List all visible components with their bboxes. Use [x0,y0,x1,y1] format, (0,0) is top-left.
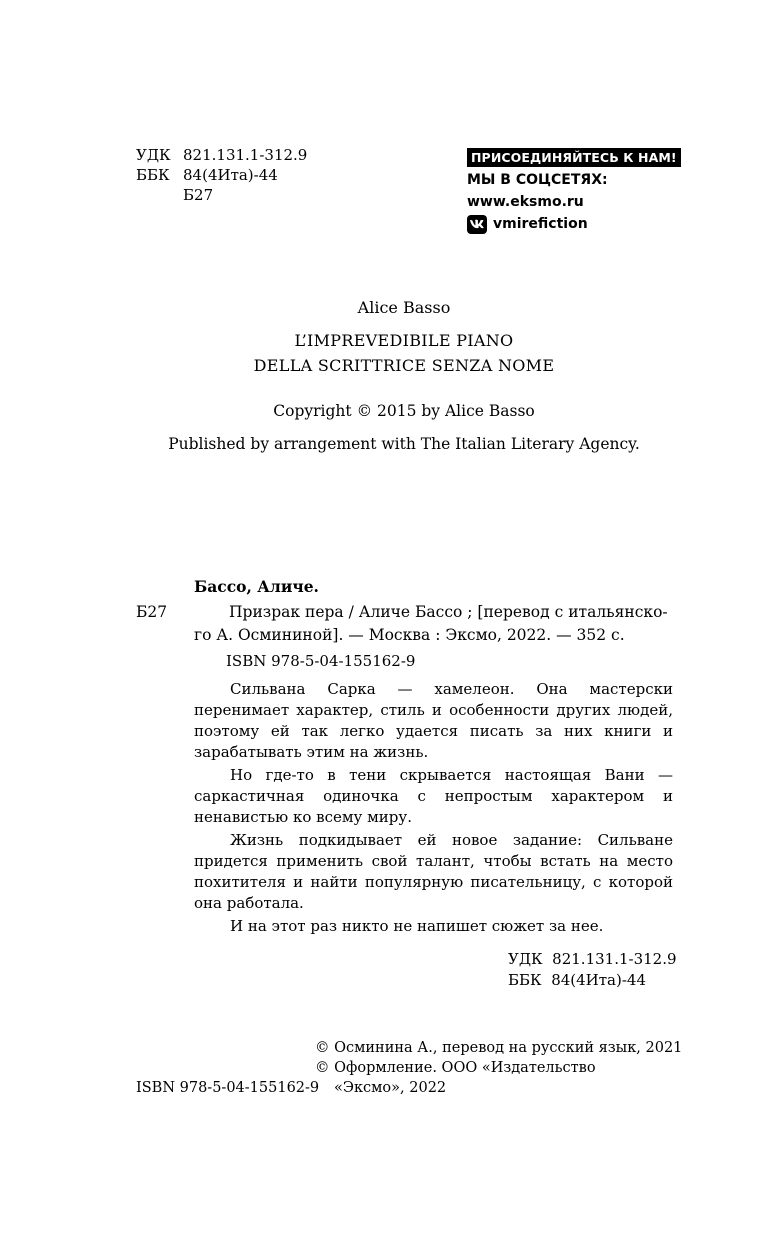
author-mark: Б27 [183,186,214,204]
copyright-line: Copyright © 2015 by Alice Basso [273,402,535,420]
join-banner: ПРИСОЕДИНЯЙТЕСЬ К НАМ! [467,148,681,167]
card-heading: Бассо, Аличе. [194,577,319,596]
socials-label: МЫ В СОЦСЕТЯХ: [467,172,608,188]
website-link[interactable]: www.eksmo.ru [467,194,584,210]
abstract-paragraph: Жизнь подкидывает ей новое задание: Сильване придется применить свой талант, чтобы встать на место похитителя и найти популярную писательницу, с которой она работала. [194,831,673,912]
social-block [467,147,681,235]
udk-value: 821.131.1-312.9 [183,146,308,164]
classification-top [136,145,307,205]
card-mark: Б27 [136,603,168,621]
card-bib-line1: Призрак пера / Аличе Бассо ; [перевод с итальянско- [229,603,668,621]
card-udk: УДК 821.131.1-312.9 [508,950,677,968]
card-abstract [194,679,673,937]
bbk-label: ББК [136,166,170,184]
bbk-row [136,165,307,185]
original-author: Alice Basso [357,298,451,317]
original-title-line2: DELLA SCRITTRICE SENZA NOME [253,356,555,375]
card-bbk: ББК 84(4Ита)-44 [508,971,647,989]
abstract-paragraph: И на этот раз никто не напишет сюжет за нее. [230,917,604,935]
design-copyright-line2: «Эксмо», 2022 [334,1080,447,1096]
translation-copyright: © Осминина А., перевод на русский язык, 2021 [315,1040,683,1056]
vk-link[interactable] [467,213,681,235]
card-bib-line2: го А. Осмининой]. — Москва : Эксмо, 2022. — 352 с. [194,626,625,644]
author-mark-row [136,185,307,205]
arrangement-line: Published by arrangement with The Italian Literary Agency. [168,435,640,453]
vk-logo-icon [467,215,487,234]
abstract-paragraph: Сильвана Сарка — хамелеон. Она мастерски перенимает характер, стиль и особенности других людей, поэтому ей так легко удается писать за них книги и зарабатывать этим на жизнь. [194,680,673,761]
footer-isbn: ISBN 978-5-04-155162-9 [136,1080,320,1096]
card-isbn: ISBN 978-5-04-155162-9 [226,652,416,670]
abstract-paragraph: Но где-то в тени скрывается настоящая Вани — саркастичная одиночка с непростым характером и ненавистью ко всему миру. [194,766,673,826]
udk-row [136,145,307,165]
original-title-line1: L’IMPREVEDIBILE PIANO [294,331,514,350]
design-copyright-line1: © Оформление. ООО «Издательство [315,1060,596,1076]
udk-label: УДК [136,146,171,164]
vk-handle: vmirefiction [493,216,588,232]
bbk-value: 84(4Ита)-44 [183,166,278,184]
